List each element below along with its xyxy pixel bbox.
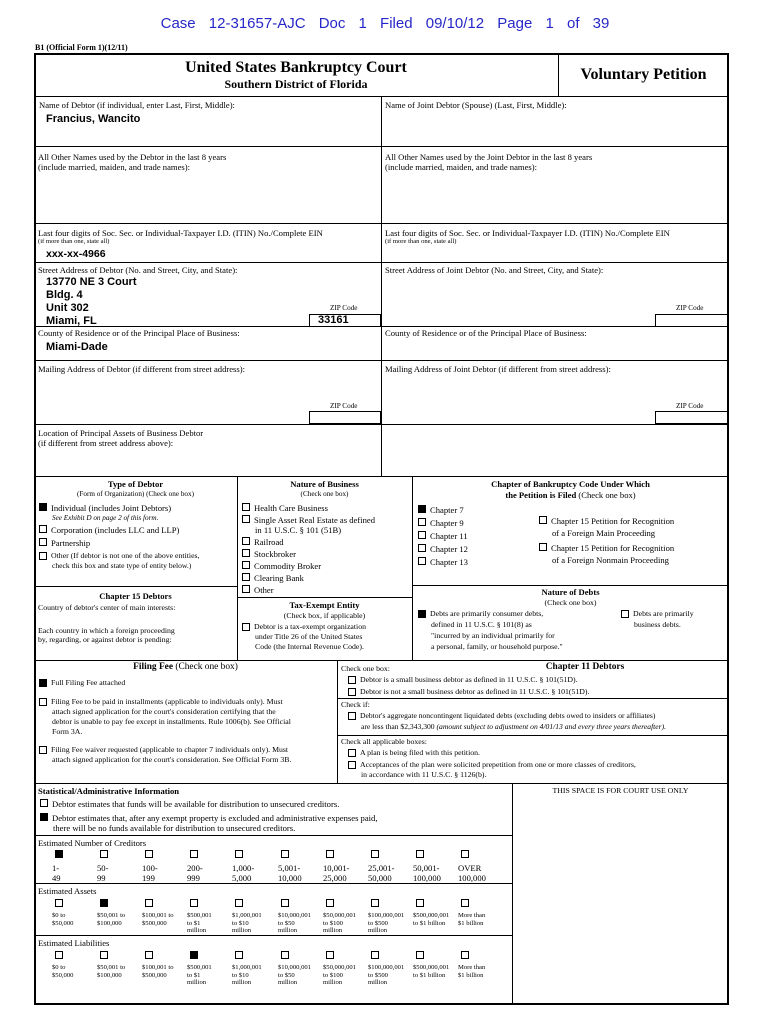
liabilities-range-label: $100,000,001 xyxy=(368,964,405,971)
liabilities-range-label: $50,001 to xyxy=(97,964,126,971)
chapter-title-2: the Petition is Filed xyxy=(505,490,577,500)
assets-range-label: million xyxy=(232,927,252,934)
petition-type: Voluntary Petition xyxy=(580,66,707,83)
other-entity-label: Other (If debtor is not one of the above entities, xyxy=(51,551,200,560)
filing-fee-title: Filing Fee xyxy=(133,662,173,672)
assets-checkbox[interactable] xyxy=(235,899,243,907)
corporation-checkbox[interactable] xyxy=(39,525,47,533)
business-debts-checkbox[interactable] xyxy=(621,610,629,618)
street-line-3: Unit 302 xyxy=(46,302,89,314)
liabilities-checkbox[interactable] xyxy=(371,951,379,959)
individual-label: Individual (includes Joint Debtors) xyxy=(51,503,172,513)
health-care-checkbox[interactable] xyxy=(242,503,250,511)
liabilities-range-label: $100,000 xyxy=(97,971,122,979)
liabilities-checkbox[interactable] xyxy=(145,951,153,959)
plan-filed-checkbox[interactable] xyxy=(348,749,356,757)
liabilities-range-label: million xyxy=(187,979,207,986)
joint-county-label: County of Residence or of the Principal Place of Business: xyxy=(385,328,587,338)
assets-range-label: $50,001 to xyxy=(97,912,126,919)
creditors-checkbox[interactable] xyxy=(281,850,289,858)
individual-note: See Exhibit D on page 2 of this form. xyxy=(52,514,159,522)
not-small-business-checkbox[interactable] xyxy=(348,688,356,696)
liabilities-range-label: More than xyxy=(458,964,486,971)
assets-checkbox[interactable] xyxy=(371,899,379,907)
assets-range-label: million xyxy=(187,927,207,934)
liabilities-checkbox[interactable] xyxy=(55,951,63,959)
clearing-bank-checkbox[interactable] xyxy=(242,573,250,581)
other-entity-checkbox[interactable] xyxy=(39,552,47,560)
assets-label: Estimated Assets xyxy=(38,886,97,896)
liabilities-range-label: $50,000 xyxy=(52,971,74,979)
stockbroker-label: Stockbroker xyxy=(254,549,297,559)
nature-debts-sub: (Check one box) xyxy=(544,598,597,607)
assets-range-label: to $1 xyxy=(187,919,201,927)
creditors-range-label: 25,001- xyxy=(368,863,395,873)
no-funds-checkbox[interactable] xyxy=(40,813,48,821)
chapter-9-checkbox[interactable] xyxy=(418,518,426,526)
business-debts-label: Debts are primarily xyxy=(633,609,694,618)
joint-street-label: Street Address of Joint Debtor (No. and Street, City, and State): xyxy=(385,265,604,275)
assets-range-label: to $50 xyxy=(278,919,295,927)
commodity-broker-label: Commodity Broker xyxy=(254,561,322,571)
small-business-label: Debtor is a small business debtor as defined in 11 U.S.C. § 101(51D). xyxy=(360,675,578,684)
liabilities-checkbox[interactable] xyxy=(100,951,108,959)
tax-exempt-label-2: under Title 26 of the United States xyxy=(255,632,363,641)
plan-filed-label: A plan is being filed with this petition. xyxy=(360,748,480,757)
acceptances-label-2: in accordance with 11 U.S.C. § 1126(b). xyxy=(361,770,487,779)
joint-mailing-zip-label: ZIP Code xyxy=(676,402,704,410)
creditors-range-label: 1- xyxy=(52,863,60,873)
creditors-range-label: 10,000 xyxy=(278,873,302,883)
funds-available-label: Debtor estimates that funds will be available for distribution to unsecured creditors. xyxy=(52,799,340,809)
location-label: Location of Principal Assets of Business Debtor xyxy=(38,428,204,438)
liabilities-range-label: $100,001 to xyxy=(142,964,174,971)
nature-debts-title: Nature of Debts xyxy=(541,587,600,597)
consumer-debts-checkbox[interactable] xyxy=(418,610,426,618)
assets-checkbox[interactable] xyxy=(55,899,63,907)
court-title: United States Bankruptcy Court xyxy=(185,59,407,76)
creditors-range-label: 100- xyxy=(142,863,158,873)
business-debts-label-2: business debts. xyxy=(634,620,681,629)
liabilities-checkbox[interactable] xyxy=(326,951,334,959)
debtor-name: Francius, Wancito xyxy=(46,113,141,125)
assets-range-label: million xyxy=(278,927,298,934)
joint-other-names-label-2: (include married, maiden, and trade names): xyxy=(385,162,537,172)
creditors-checkbox[interactable] xyxy=(371,850,379,858)
chapter-13-checkbox[interactable] xyxy=(418,557,426,565)
mailing-label: Mailing Address of Debtor (if different from street address): xyxy=(38,364,245,374)
joint-mailing-label: Mailing Address of Joint Debtor (if different from street address): xyxy=(385,364,611,374)
ch11-check-if: Check if: xyxy=(341,700,370,709)
creditors-checkbox[interactable] xyxy=(145,850,153,858)
liabilities-range-label: to $100 xyxy=(323,971,343,979)
tax-exempt-title: Tax-Exempt Entity xyxy=(289,600,360,610)
not-small-business-label: Debtor is not a small business debtor as defined in 11 U.S.C. § 101(51D). xyxy=(360,687,590,696)
chapter-15-nonmain-checkbox[interactable] xyxy=(539,543,547,551)
debtor-name-label: Name of Debtor (if individual, enter Last, First, Middle): xyxy=(39,100,235,110)
assets-checkbox[interactable] xyxy=(190,899,198,907)
ch11-check-all: Check all applicable boxes: xyxy=(341,737,427,746)
liabilities-range-label: to $50 xyxy=(278,971,295,979)
creditors-checkbox[interactable] xyxy=(190,850,198,858)
corporation-label: Corporation (includes LLC and LLP) xyxy=(51,525,180,535)
creditors-range-label: 49 xyxy=(52,873,61,883)
joint-ssn-label: Last four digits of Soc. Sec. or Individual-Taxpayer I.D. (ITIN) No./Complete EIN xyxy=(385,228,670,238)
street-line-1: 13770 NE 3 Court xyxy=(46,276,137,288)
acceptances-checkbox[interactable] xyxy=(348,761,356,769)
acceptances-label: Acceptances of the plan were solicited prepetition from one or more classes of creditors, xyxy=(360,760,636,769)
ssn-sublabel: (if more than one, state all) xyxy=(38,238,110,245)
consumer-debts-label: Debts are primarily consumer debts, xyxy=(430,609,544,618)
assets-range-label: More than xyxy=(458,912,486,919)
assets-range-label: $100,000,001 xyxy=(368,912,405,919)
health-care-label: Health Care Business xyxy=(254,503,328,513)
debtor-zip: 33161 xyxy=(318,314,349,326)
chapter-15-nonmain-label: Chapter 15 Petition for Recognition xyxy=(551,543,675,553)
joint-ssn-sublabel: (if more than one, state all) xyxy=(385,238,457,245)
liabilities-checkbox[interactable] xyxy=(235,951,243,959)
chapter-title: Chapter of Bankruptcy Code Under Which xyxy=(491,479,650,489)
no-funds-label: Debtor estimates that, after any exempt property is excluded and administrative expenses paid, xyxy=(52,813,378,823)
other-entity-label-2: check this box and state type of entity below.) xyxy=(52,561,192,570)
aggregate-debts-note: (amount subject to adjustment on 4/01/13 and every three years thereafter). xyxy=(436,722,667,731)
assets-range-label: to $1 billion xyxy=(413,919,446,927)
ch11-title: Chapter 11 Debtors xyxy=(545,662,625,672)
liabilities-range-label: $50,000,001 xyxy=(323,964,356,971)
assets-checkbox[interactable] xyxy=(100,899,108,907)
creditors-label: Estimated Number of Creditors xyxy=(38,838,147,848)
liabilities-checkbox[interactable] xyxy=(281,951,289,959)
chapter-15-main-checkbox[interactable] xyxy=(539,516,547,524)
partnership-checkbox[interactable] xyxy=(39,538,47,546)
debtor-ssn: xxx-xx-4966 xyxy=(46,248,106,260)
liabilities-range-label: million xyxy=(278,979,298,986)
tax-exempt-label: Debtor is a tax-exempt organization xyxy=(254,622,367,631)
clearing-bank-label: Clearing Bank xyxy=(254,573,304,583)
joint-name-label: Name of Joint Debtor (Spouse) (Last, First, Middle): xyxy=(385,100,567,110)
chapter15-title: Chapter 15 Debtors xyxy=(99,591,172,601)
creditors-range-label: 1,000- xyxy=(232,863,255,873)
court-use-only: THIS SPACE IS FOR COURT USE ONLY xyxy=(552,786,689,795)
street-label: Street Address of Debtor (No. and Street, City, and State): xyxy=(38,265,238,275)
liabilities-range-label: $500,001 xyxy=(187,964,212,971)
liabilities-range-label: $1 billion xyxy=(458,971,484,979)
assets-range-label: $500,000,001 xyxy=(413,912,450,919)
chapter-11-label: Chapter 11 xyxy=(430,531,468,541)
assets-checkbox[interactable] xyxy=(416,899,424,907)
creditors-range-label: 99 xyxy=(97,873,106,883)
case-header: Case 12-31657-AJC Doc 1 Filed 09/10/12 Page 1 of 39 xyxy=(160,15,610,32)
creditors-range-label: 200- xyxy=(187,863,203,873)
assets-range-label: $10,000,001 xyxy=(278,912,311,919)
assets-range-label: to $10 xyxy=(232,919,249,927)
creditors-checkbox[interactable] xyxy=(100,850,108,858)
creditors-range-label: 50- xyxy=(97,863,109,873)
other-names-label-2: (include married, maiden, and trade names): xyxy=(38,162,190,172)
consumer-debts-label-4: a personal, family, or household purpose." xyxy=(431,642,563,651)
assets-checkbox[interactable] xyxy=(281,899,289,907)
chapter-12-checkbox[interactable] xyxy=(418,544,426,552)
tax-exempt-sub: (Check box, if applicable) xyxy=(283,611,366,620)
chapter-9-label: Chapter 9 xyxy=(430,518,464,528)
assets-checkbox[interactable] xyxy=(326,899,334,907)
court-district: Southern District of Florida xyxy=(224,77,368,91)
creditors-range-label: 999 xyxy=(187,873,200,883)
consumer-debts-label-2: defined in 11 U.S.C. § 101(8) as xyxy=(431,620,532,629)
creditors-range-label: 50,001- xyxy=(413,863,440,873)
small-business-checkbox[interactable] xyxy=(348,676,356,684)
chapter-13-label: Chapter 13 xyxy=(430,557,468,567)
assets-range-label: million xyxy=(368,927,388,934)
chapter15-each: Each country in which a foreign proceeding xyxy=(38,626,175,635)
liabilities-checkbox[interactable] xyxy=(416,951,424,959)
creditors-range-label: 25,000 xyxy=(323,873,347,883)
street-line-4: Miami, FL xyxy=(46,315,97,327)
assets-range-label: $500,001 xyxy=(187,912,212,919)
liabilities-checkbox[interactable] xyxy=(461,951,469,959)
filing-fee-sub: (Check one box) xyxy=(175,662,238,672)
assets-range-label: $1,000,001 xyxy=(232,912,262,919)
ssn-label: Last four digits of Soc. Sec. or Individual-Taxpayer I.D. (ITIN) No./Complete EIN xyxy=(38,228,323,238)
creditors-range-label: 100,000 xyxy=(413,873,441,883)
creditors-checkbox[interactable] xyxy=(55,850,63,858)
full-fee-label: Full Filing Fee attached xyxy=(51,678,126,687)
liabilities-checkbox[interactable] xyxy=(190,951,198,959)
assets-range-label: $500,000 xyxy=(142,919,167,927)
chapter15-each-2: by, regarding, or against debtor is pending: xyxy=(38,635,172,644)
liabilities-range-label: to $1 xyxy=(187,971,201,979)
type-debtor-sub: (Form of Organization) (Check one box) xyxy=(76,490,195,498)
liabilities-range-label: million xyxy=(368,979,388,986)
chapter-11-checkbox[interactable] xyxy=(418,531,426,539)
form-id: B1 (Official Form 1)(12/11) xyxy=(35,43,128,52)
nature-business-sub: (Check one box) xyxy=(300,490,349,498)
liabilities-range-label: to $1 billion xyxy=(413,971,446,979)
liabilities-range-label: $500,000 xyxy=(142,971,167,979)
aggregate-debts-checkbox[interactable] xyxy=(348,712,356,720)
assets-range-label: $50,000 xyxy=(52,919,74,927)
installments-label-3: debtor is unable to pay fee except in installments. Rule 1006(b). See Official xyxy=(52,717,291,726)
creditors-range-label: 5,001- xyxy=(278,863,301,873)
partnership-label: Partnership xyxy=(51,538,91,548)
creditors-checkbox[interactable] xyxy=(461,850,469,858)
chapter-15-nonmain-label-2: of a Foreign Nonmain Proceeding xyxy=(552,555,669,565)
aggregate-debts-label: Debtor's aggregate noncontingent liquidated debts (excluding debts owed to insiders or affiliates) xyxy=(360,711,656,720)
chapter-7-label: Chapter 7 xyxy=(430,505,464,515)
liabilities-range-label: million xyxy=(232,979,252,986)
liabilities-range-label: $500,000,001 xyxy=(413,964,450,971)
nature-business-title: Nature of Business xyxy=(290,479,359,489)
assets-range-label: $100,001 to xyxy=(142,912,174,919)
liabilities-label: Estimated Liabilities xyxy=(38,938,110,948)
assets-range-label: million xyxy=(323,927,343,934)
joint-zip-label: ZIP Code xyxy=(676,304,704,312)
tax-exempt-label-3: Code (the Internal Revenue Code). xyxy=(255,642,364,651)
full-fee-checkbox[interactable] xyxy=(39,679,47,687)
funds-available-checkbox[interactable] xyxy=(40,799,48,807)
creditors-range-label: 5,000 xyxy=(232,873,252,883)
installments-label: Filing Fee to be paid in installments (applicable to individuals only). Must xyxy=(51,697,283,706)
creditors-checkbox[interactable] xyxy=(416,850,424,858)
creditors-range-label: 100,000 xyxy=(458,873,486,883)
chapter15-country: Country of debtor's center of main interests: xyxy=(38,603,176,612)
street-line-2: Bldg. 4 xyxy=(46,289,83,301)
assets-range-label: to $500 xyxy=(368,919,388,927)
chapter-title-sub: (Check one box) xyxy=(578,490,636,500)
creditors-checkbox[interactable] xyxy=(326,850,334,858)
debtor-county: Miami-Dade xyxy=(46,341,108,353)
fee-waiver-label: Filing Fee waiver requested (applicable to chapter 7 individuals only). Must xyxy=(51,745,289,754)
assets-checkbox[interactable] xyxy=(145,899,153,907)
other-names-label: All Other Names used by the Debtor in the last 8 years xyxy=(38,152,227,162)
single-asset-label-2: in 11 U.S.C. § 101 (51B) xyxy=(255,525,342,535)
county-label: County of Residence or of the Principal Place of Business: xyxy=(38,328,240,338)
liabilities-range-label: to $10 xyxy=(232,971,249,979)
liabilities-range-label: $1,000,001 xyxy=(232,964,262,971)
ch11-check-one: Check one box: xyxy=(341,664,390,673)
creditors-range-label: 50,000 xyxy=(368,873,392,883)
installments-checkbox[interactable] xyxy=(39,698,47,706)
tax-exempt-checkbox[interactable] xyxy=(242,623,250,631)
fee-waiver-label-2: attach signed application for the court's consideration. See Official Form 3B. xyxy=(52,755,292,764)
chapter-15-main-label-2: of a Foreign Main Proceeding xyxy=(552,528,656,538)
chapter-15-main-label: Chapter 15 Petition for Recognition xyxy=(551,516,675,526)
creditors-checkbox[interactable] xyxy=(235,850,243,858)
no-funds-label-2: there will be no funds available for distribution to unsecured creditors. xyxy=(53,823,296,833)
fee-waiver-checkbox[interactable] xyxy=(39,746,47,754)
assets-checkbox[interactable] xyxy=(461,899,469,907)
aggregate-debts-label-2: are less than $2,343,300 xyxy=(361,722,435,731)
location-label-2: (if different from street address above): xyxy=(38,438,174,448)
stat-title: Statistical/Administrative Information xyxy=(38,786,180,796)
chapter-7-checkbox[interactable] xyxy=(418,505,426,513)
assets-range-label: $1 billion xyxy=(458,919,484,927)
liabilities-range-label: million xyxy=(323,979,343,986)
individual-checkbox[interactable] xyxy=(39,503,47,511)
chapter-12-label: Chapter 12 xyxy=(430,544,468,554)
other-business-label: Other xyxy=(254,585,274,595)
zip-label: ZIP Code xyxy=(330,304,358,312)
type-debtor-title: Type of Debtor xyxy=(107,479,164,489)
assets-range-label: $50,000,001 xyxy=(323,912,356,919)
liabilities-range-label: to $500 xyxy=(368,971,388,979)
liabilities-range-label: $10,000,001 xyxy=(278,964,311,971)
creditors-range-label: OVER xyxy=(458,863,482,873)
commodity-broker-checkbox[interactable] xyxy=(242,561,250,569)
joint-other-names-label: All Other Names used by the Joint Debtor in the last 8 years xyxy=(385,152,593,162)
installments-label-4: Form 3A. xyxy=(52,727,83,736)
assets-range-label: to $100 xyxy=(323,919,343,927)
single-asset-label: Single Asset Real Estate as defined xyxy=(254,515,376,525)
stockbroker-checkbox[interactable] xyxy=(242,549,250,557)
installments-label-2: attach signed application for the court's consideration certifying that the xyxy=(52,707,276,716)
railroad-label: Railroad xyxy=(254,537,284,547)
creditors-range-label: 199 xyxy=(142,873,155,883)
assets-range-label: $100,000 xyxy=(97,919,122,927)
liabilities-range-label: $0 to xyxy=(52,964,66,971)
other-business-checkbox[interactable] xyxy=(242,585,250,593)
creditors-range-label: 10,001- xyxy=(323,863,350,873)
railroad-checkbox[interactable] xyxy=(242,537,250,545)
single-asset-checkbox[interactable] xyxy=(242,515,250,523)
mailing-zip-label: ZIP Code xyxy=(330,402,358,410)
consumer-debts-label-3: "incurred by an individual primarily for xyxy=(431,631,555,640)
assets-range-label: $0 to xyxy=(52,912,66,919)
